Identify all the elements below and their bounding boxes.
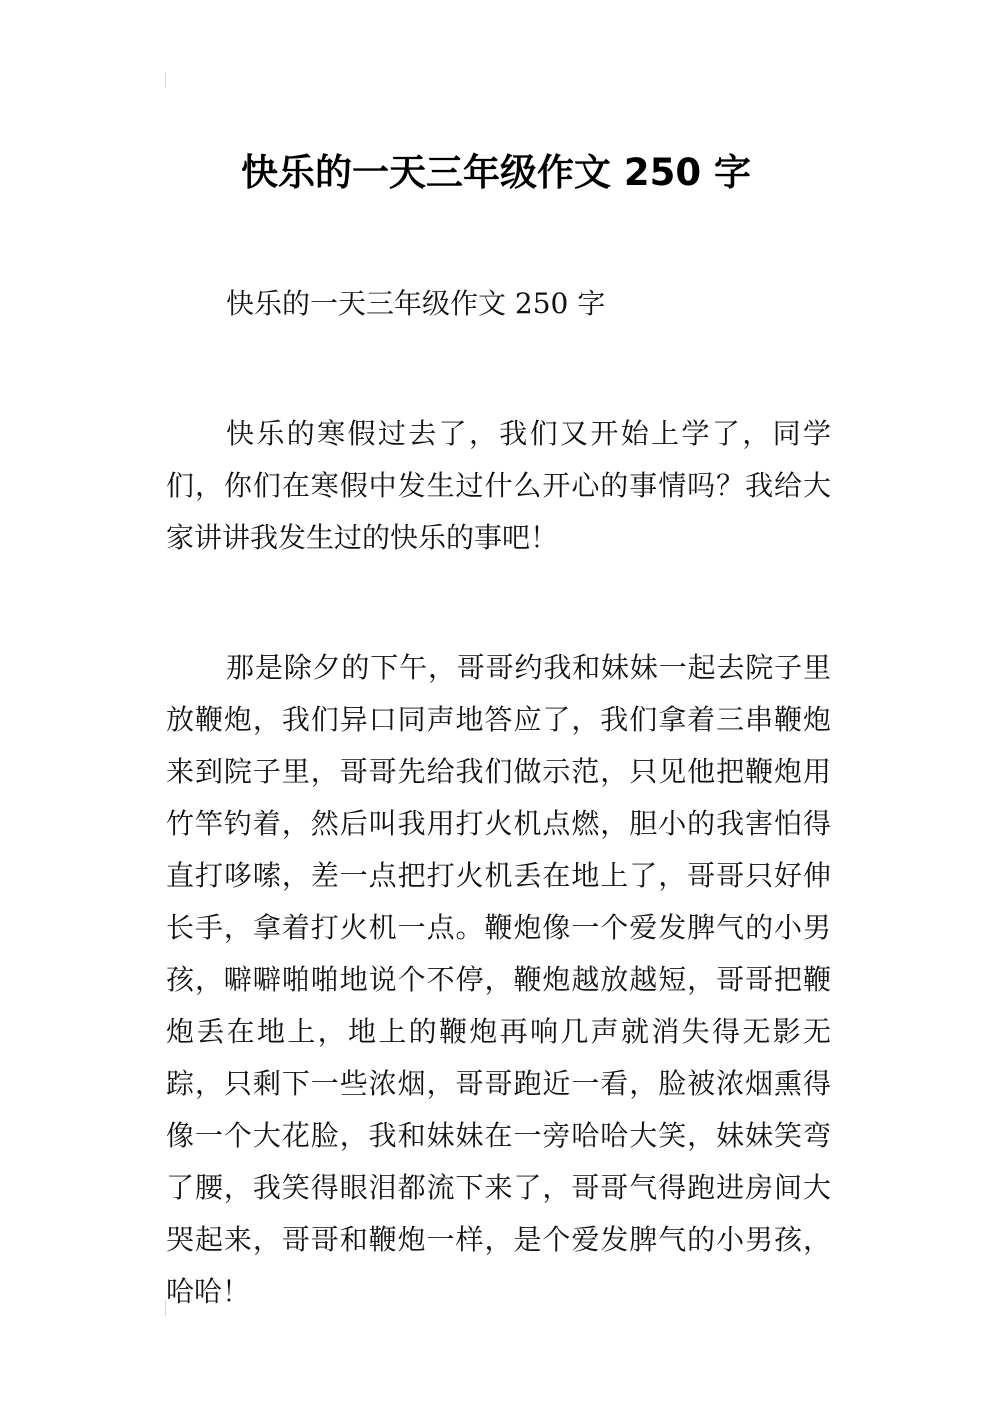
document-body <box>166 278 831 1318</box>
page-corner-mark-bottom <box>165 1300 166 1316</box>
paragraph-story: 那是除夕的下午，哥哥约我和妹妹一起去院子里放鞭炮，我们异口同声地答应了，我们拿着三串鞭炮来到院子里，哥哥先给我们做示范，只见他把鞭炮用竹竿钓着，然后叫我用打火机点燃，胆小的我害怕得直打哆嗦，差一点把打火机丢在地上了，哥哥只好伸长手，拿着打火机一点。鞭炮像一个爱发脾气的小男孩，噼噼啪啪地说个不停，鞭炮越放越短，哥哥把鞭炮丢在地上，地上的鞭炮再响几声就消失得无影无踪，只剩下一些浓烟，哥哥跑近一看，脸被浓烟熏得像一个大花脸，我和妹妹在一旁哈哈大笑，妹妹笑弯了腰，我笑得眼泪都流下来了，哥哥气得跑进房间大哭起来，哥哥和鞭炮一样，是个爱发脾气的小男孩，哈哈！ <box>166 651 831 1308</box>
page-corner-mark-top <box>165 72 166 88</box>
paragraph-intro: 快乐的寒假过去了，我们又开始上学了，同学们，你们在寒假中发生过什么开心的事情吗？我给大家讲讲我发生过的快乐的事吧！ <box>166 417 831 554</box>
document-title: 快乐的一天三年级作文 250 字 <box>241 150 751 194</box>
document-subtitle: 快乐的一天三年级作文 250 字 <box>226 287 606 320</box>
